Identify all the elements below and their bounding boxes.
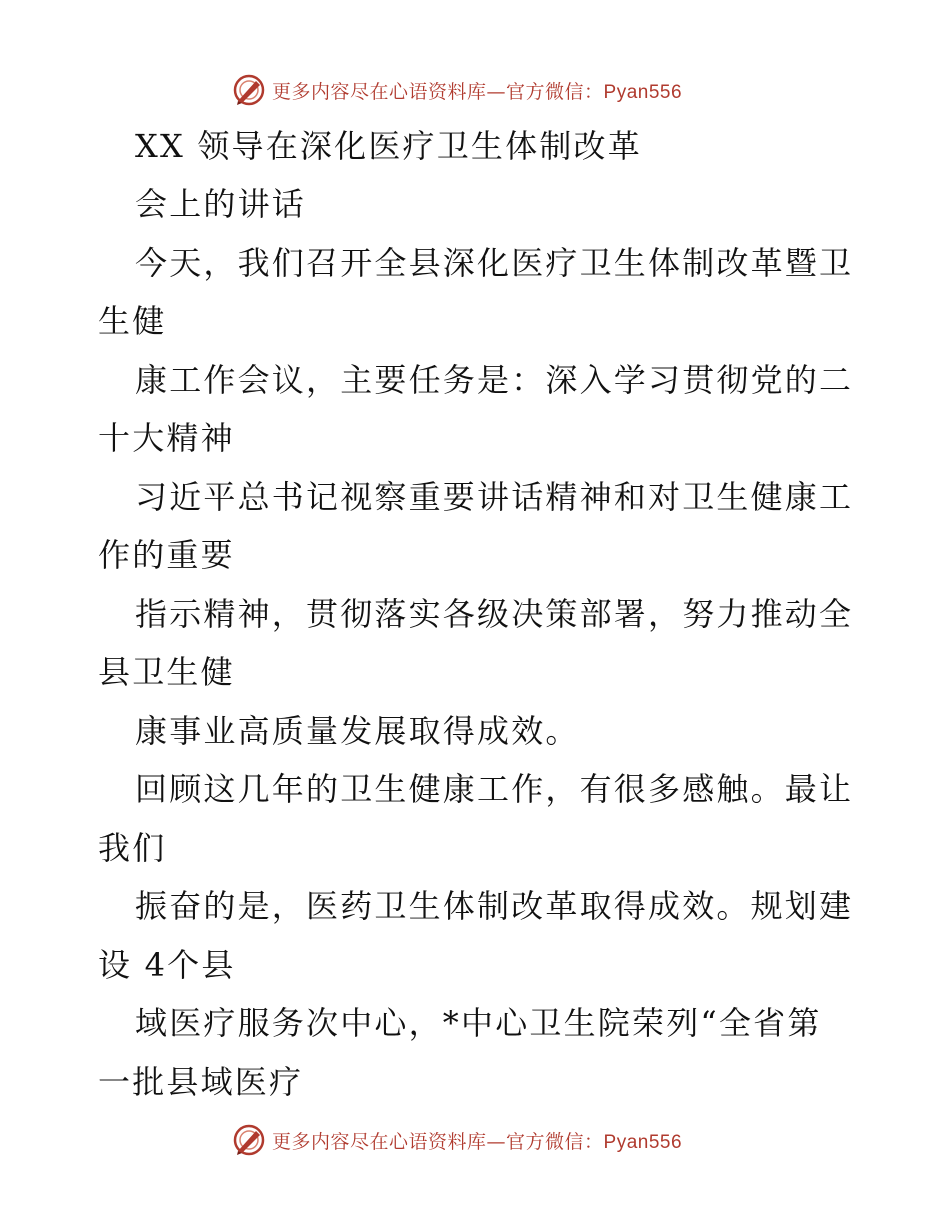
pen-circle-logo-icon	[232, 73, 266, 107]
paragraph-line: 今天，我们召开全县深化医疗卫生体制改革暨卫	[135, 244, 854, 282]
watermark-official-label: 官方微信：	[506, 1130, 604, 1153]
paragraph-line: 习近平总书记视察重要讲话精神和对卫生健康工	[135, 478, 854, 516]
paragraph-line: 设 4个县	[98, 946, 236, 984]
watermark-text	[272, 77, 682, 104]
pen-circle-logo-icon	[232, 1123, 266, 1157]
paragraph-line: 振奋的是，医药卫生体制改革取得成效。规划建	[135, 887, 854, 925]
paragraph-line: 康工作会议，主要任务是：深入学习贯彻党的二	[135, 361, 854, 399]
document-title-line-1: XX 领导在深化医疗卫生体制改革	[135, 127, 642, 165]
paragraph-line: 十大精神	[98, 419, 235, 457]
paragraph-line: 一批县域医疗	[98, 1063, 304, 1101]
paragraph-line: 指示精神，贯彻落实各级决策部署，努力推动全	[135, 595, 854, 633]
paragraph-line: 生健	[98, 302, 167, 340]
watermark-brand: 更多内容尽在心语资料库	[272, 1130, 487, 1153]
watermark-official-label: 官方微信：	[506, 80, 604, 103]
paragraph-line: 康事业高质量发展取得成效。	[135, 712, 580, 750]
watermark-separator: —	[486, 80, 507, 103]
watermark-text	[272, 1127, 682, 1154]
paragraph-line: 作的重要	[98, 536, 235, 574]
watermark-brand: 更多内容尽在心语资料库	[272, 80, 487, 103]
paragraph-line: 县卫生健	[98, 653, 235, 691]
document-title-line-2: 会上的讲话	[135, 185, 307, 223]
paragraph-line: 回顾这几年的卫生健康工作，有很多感触。最让	[135, 770, 854, 808]
watermark-wechat-id: Pyan556	[603, 1131, 683, 1153]
watermark-wechat-id: Pyan556	[603, 81, 683, 103]
paragraph-line: 我们	[98, 829, 167, 867]
header-watermark	[232, 70, 682, 110]
paragraph-line: 域医疗服务次中心，*中心卫生院荣列“全省第	[135, 1004, 822, 1042]
footer-watermark	[232, 1120, 682, 1160]
watermark-separator: —	[486, 1130, 507, 1153]
